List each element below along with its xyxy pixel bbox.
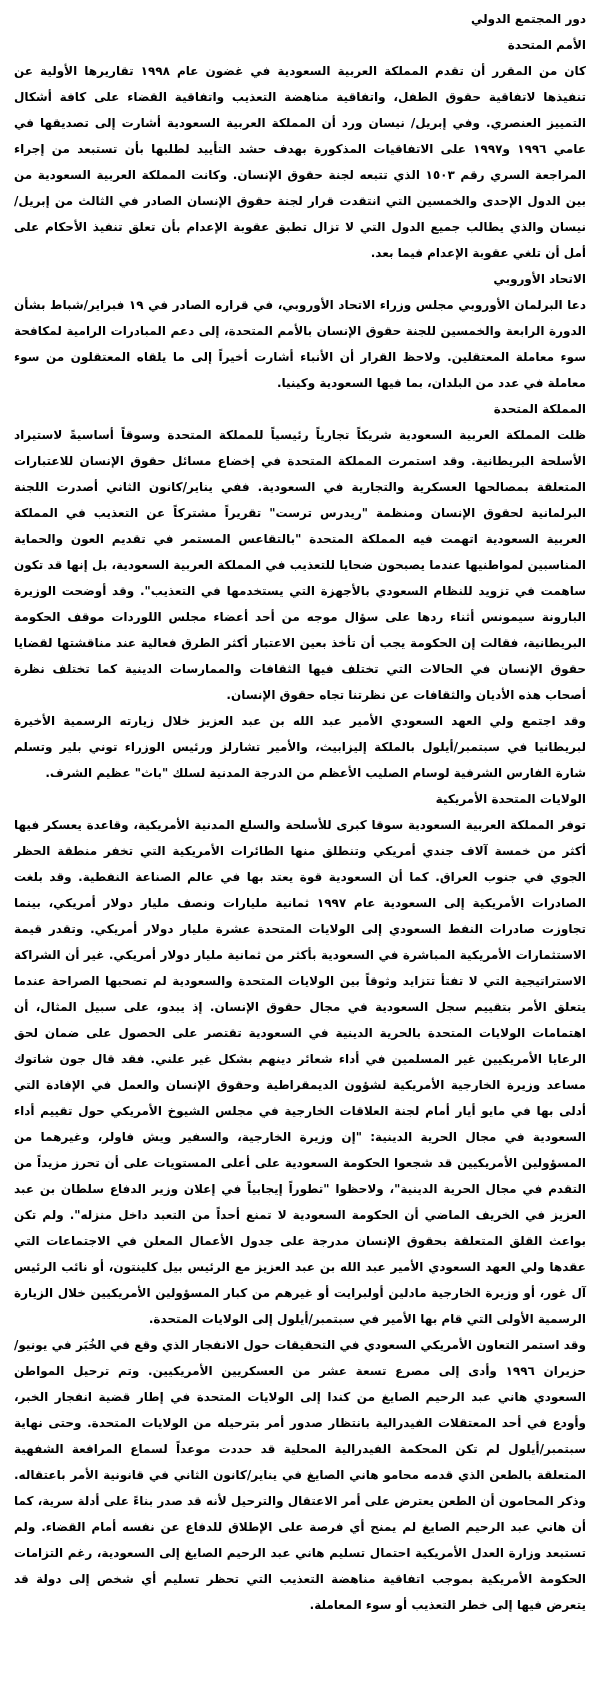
paragraph-united-states-2: وقد استمر التعاون الأمريكي السعودي في التحقيقات حول الانفجار الذي وقع في الخُبَر في يونيو/حزيران ١٩٩٦ وأدى إلى مصرع تسعة عشر من العسكريين الأمريكيين. وتم ترحيل المواطن السعودي هاني عبد الرحيم الصايغ من كندا إلى الولايات المتحدة في إطار قضية انفجار الخبر، وأودع في أحد المعتقلات الفيدرالية بانتظار صدور أمر بترحيله من الولايات المتحدة. وحتى نهاية سبتمبر/أيلول لم تكن المحكمة الفيدرالية المحلية قد حددت موعداً لسماع المرافعة الشفهية المتعلقة بالطعن الذي قدمه محامو هاني الصايغ في يناير/كانون الثاني في قانونية الأمر باعتقاله. وذكر المحامون أن الطعن يعترض على أمر الاعتقال والترحيل لأنه قد صدر بناءً على أدلة سرية، كما أن هاني عبد الرحيم الصايغ لم يمنح أي فرصة على الإطلاق للدفاع عن نفسه أمام القضاء. ولم تستبعد وزارة العدل الأمريكية احتمال تسليم هاني عبد الرحيم الصايغ إلى السعودية، رغم التزامات الحكومة الأمريكية بموجب اتفاقية مناهضة التعذيب التي تحظر تسليم أي شخص إلى دولة قد يتعرض فيها إلى خطر التعذيب أو سوء المعاملة. bbox=[14, 1338, 586, 1612]
section-heading-united-kingdom: المملكة المتحدة bbox=[493, 402, 586, 416]
section-heading-united-states: الولايات المتحدة الأمريكية bbox=[435, 792, 586, 806]
section-heading-united-nations: الأمم المتحدة bbox=[507, 38, 586, 52]
paragraph-united-nations: كان من المقرر أن تقدم المملكة العربية السعودية في غضون عام ١٩٩٨ تقاريرها الأولية عن تنفيذها لاتفاقية حقوق الطفل، واتفاقية مناهضة التعذيب واتفاقية القضاء على كافة أشكال التمييز العنصري. وفي إبريل/ نيسان ورد أن المملكة العربية السعودية أشارت إلى تصديقها في عامي ١٩٩٦ و١٩٩٧ على الاتفاقيات المذكورة بهدف حشد التأييد لطلبها بأن تستبعد من إجراء المراجعة السري رقم ١٥٠٣ الذي تتبعه لجنة حقوق الإنسان. وكانت المملكة العربية السعودية من بين الدول الإحدى والخمسين التي انتقدت قرار لجنة حقوق الإنسان الصادر في الثالث من إبريل/نيسان والذي يطالب جميع الدول التي لا تزال تطبق عقوبة الإعدام بأن تعلق تنفيذ الأحكام على أمل أن تلغي عقوبة الإعدام فيما بعد. bbox=[14, 64, 587, 260]
paragraph-united-states-1: توفر المملكة العربية السعودية سوقا كبرى للأسلحة والسلع المدنية الأمريكية، وقاعدة يعسكر فيها أكثر من خمسة آلاف جندي أمريكي وتنطلق منها الطائرات الأمريكية التي تخفر منطقة الحظر الجوي في جنوب العراق. كما أن السعودية قوة يعتد بها في عالم الصناعة النفطية. وقد بلغت الصادرات الأمريكية إلى السعودية عام ١٩٩٧ ثمانية مليارات ونصف مليار دولار أمريكي، بينما تجاوزت صادرات النفط السعودي إلى الولايات المتحدة عشرة مليار دولار أمريكي. وتقدر قيمة الاستثمارات الأمريكية المباشرة في السعودية بأكثر من ثمانية مليار دولار أمريكي. غير أن الشراكة الاستراتيجية التي لا تفتأ تتزايد وثوقاً بين الولايات المتحدة والسعودية لم تصحبها الصراحة عندما يتعلق الأمر بتقييم سجل السعودية في مجال حقوق الإنسان. إذ يبدو، على سبيل المثال، أن اهتمامات الولايات المتحدة بالحرية الدينية في السعودية تقتصر على الحصول على ضمان لحق الرعايا الأمريكيين غير المسلمين في أداء شعائر دينهم بشكل غير علني. فقد قال جون شاتوك مساعد وزيرة الخارجية الأمريكية لشؤون الديمقراطية وحقوق الإنسان والعمل في الإفادة التي أدلى بها في مايو أيار أمام لجنة العلاقات الخارجية في مجلس الشيوخ الأمريكي حول تقييم أداء السعودية في مجال الحرية الدينية: "إن وزيرة الخارجية، والسفير ويش فاولر، وغيرهما من المسؤولين الأمريكيين قد شجعوا الحكومة السعودية على أعلى المستويات على أن تحرز مزيداً من التقدم في مجال الحرية الدينية"، ولاحظوا "تطوراً إيجابياً في إعلان وزير الدفاع سلطان بن عبد العزيز في الخريف الماضي أن الحكومة السعودية لا تمنع أحداً من التعبد داخل منزله". ولم تكن بواعث القلق المتعلقة بحقوق الإنسان مدرجة على جدول الأعمال المعلن في الاجتماعات التي عقدها ولي العهد السعودي الأمير عبد الله بن عبد العزيز مع الرئيس بيل كلينتون، أو نائب الرئيس آل غور، أو وزيرة الخارجية مادلين أولبرايت أو غيرهم من كبار المسؤولين الأمريكيين خلال الزيارة الرسمية الأولى التي قام بها الأمير في سبتمبر/أيلول إلى الولايات المتحدة. bbox=[14, 818, 586, 1326]
paragraph-united-kingdom-2: وقد اجتمع ولي العهد السعودي الأمير عبد الله بن عبد العزيز خلال زيارته الرسمية الأخيرة لبريطانيا في سبتمبر/أيلول بالملكة إليزابيث، والأمير تشارلز ورئيس الوزراء توني بلير وتسلم شارة الفارس الشرفية لوسام الصليب الأعظم من الدرجة المدنية لسلك "باث" عظيم الشرف. bbox=[14, 714, 586, 780]
section-heading-european-union: الاتحاد الأوروبي bbox=[493, 272, 586, 286]
document-title: دور المجتمع الدولي bbox=[471, 12, 586, 26]
paragraph-united-kingdom-1: ظلت المملكة العربية السعودية شريكاً تجارياً رئيسياً للمملكة المتحدة وسوقاً أساسيةً لاستيراد الأسلحة البريطانية. وقد استمرت المملكة المتحدة في إخضاع مسائل حقوق الإنسان للاعتبارات المتعلقة بمصالحها العسكرية والتجارية في السعودية. ففي يناير/كانون الثاني أصدرت اللجنة البرلمانية لحقوق الإنسان ومنظمة "ريدرس ترست" تقريراً مشتركاً عن التعذيب في المملكة العربية السعودية اتهمت فيه المملكة المتحدة "بالتقاعس المستمر في تقديم العون والحماية المناسبين لمواطنيها عندما يصبحون ضحايا للتعذيب في المملكة العربية السعودية، بل إنها قد تكون ساهمت في تزويد للنظام السعودي بالأجهزة التي يستخدمها في التعذيب". وقد أوضحت الوزيرة البارونة سيمونس أثناء ردها على سؤال موجه من أحد أعضاء مجلس اللوردات موقف الحكومة البريطانية، فقالت إن الحكومة يجب أن تأخذ بعين الاعتبار أكثر الطرق فعالية عند مناقشتها لقضايا حقوق الإنسان في الحالات التي تختلف فيها الثقافات والممارسات الدينية كما تختلف نظرة أصحاب هذه الأديان والثقافات عن نظرتنا تجاه حقوق الإنسان. bbox=[14, 428, 586, 702]
paragraph-european-union: دعا البرلمان الأوروبي مجلس وزراء الاتحاد الأوروبي، في قراره الصادر في ١٩ فبراير/شباط بشأن الدورة الرابعة والخمسين للجنة حقوق الإنسان بالأمم المتحدة، إلى دعم المبادرات الرامية لمكافحة سوء معاملة المعتقلين. ولاحظ القرار أن الأنباء أشارت أخيراً إلى ما يلقاه المعتقلون من سوء معاملة في عدد من البلدان، بما فيها السعودية وكينيا. bbox=[14, 298, 586, 390]
